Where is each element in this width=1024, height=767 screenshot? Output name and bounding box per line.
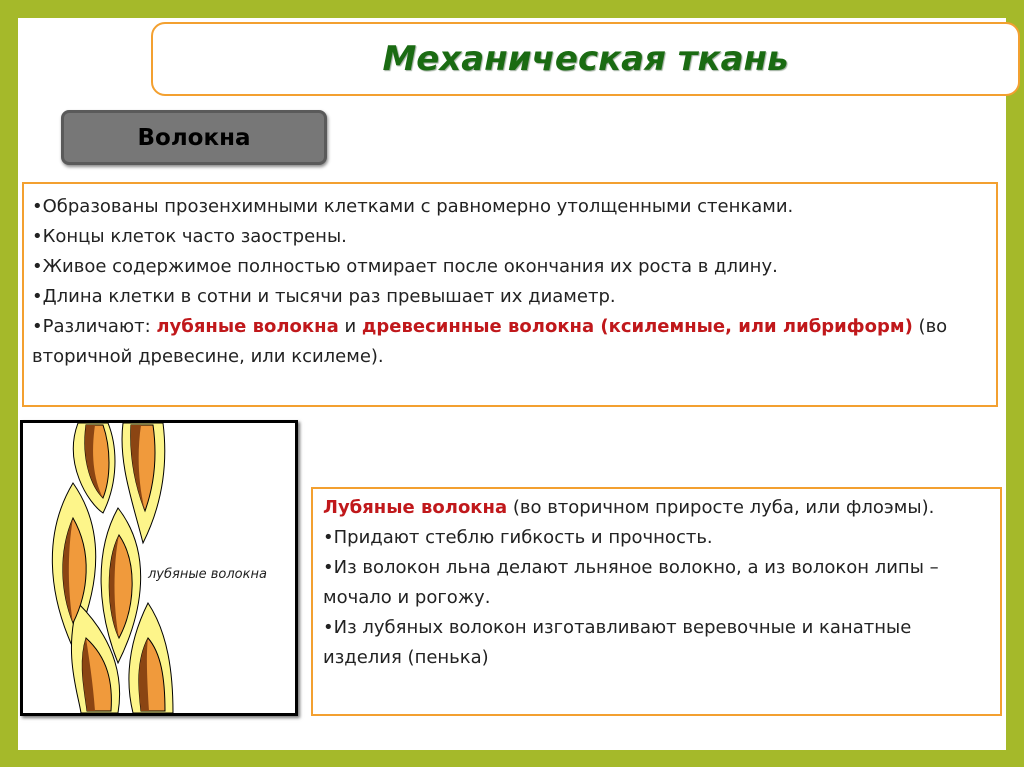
figure-label: лубяные волокна (148, 567, 267, 582)
bullet (323, 493, 990, 523)
bullet: •Живое содержимое полностью отмирает после окончания их роста в длину. (32, 256, 778, 277)
bullet: •Концы клеток часто заострены. (32, 226, 347, 247)
term-bast: Лубяные волокна (323, 497, 508, 518)
bullet: •Образованы прозенхимными клетками с равномерно утолщенными стенками. (32, 196, 794, 217)
bullet-text: (во вторичном приросте луба, или флоэмы). (507, 497, 935, 518)
term-wood: древесинные волокна (ксилемные, или либриформ) (361, 316, 913, 337)
bullet-text: •Различают: (32, 316, 157, 337)
fiber-illustration (20, 420, 298, 716)
bullet: •Длина клетки в сотни и тысячи раз превышает их диаметр. (32, 286, 616, 307)
slide-title: Механическая ткань (382, 39, 789, 79)
section-label: Волокна (61, 110, 327, 165)
bullet (32, 312, 988, 372)
bullet-text: (во вторичной древесине, или ксилеме). (32, 316, 948, 367)
term-bast: лубяные волокна (156, 316, 339, 337)
bullet: •Из волокон льна делают льняное волокно, а из волокон липы – мочало и рогожу. (323, 557, 939, 608)
title-box (151, 22, 1020, 96)
bast-fibers-box (311, 487, 1002, 716)
bullet: •Из лубяных волокон изготавливают веревочные и канатные изделия (пенька) (323, 617, 912, 668)
bullet-text: и (338, 316, 362, 337)
description-box (22, 182, 998, 407)
bullet: •Придают стеблю гибкость и прочность. (323, 527, 713, 548)
